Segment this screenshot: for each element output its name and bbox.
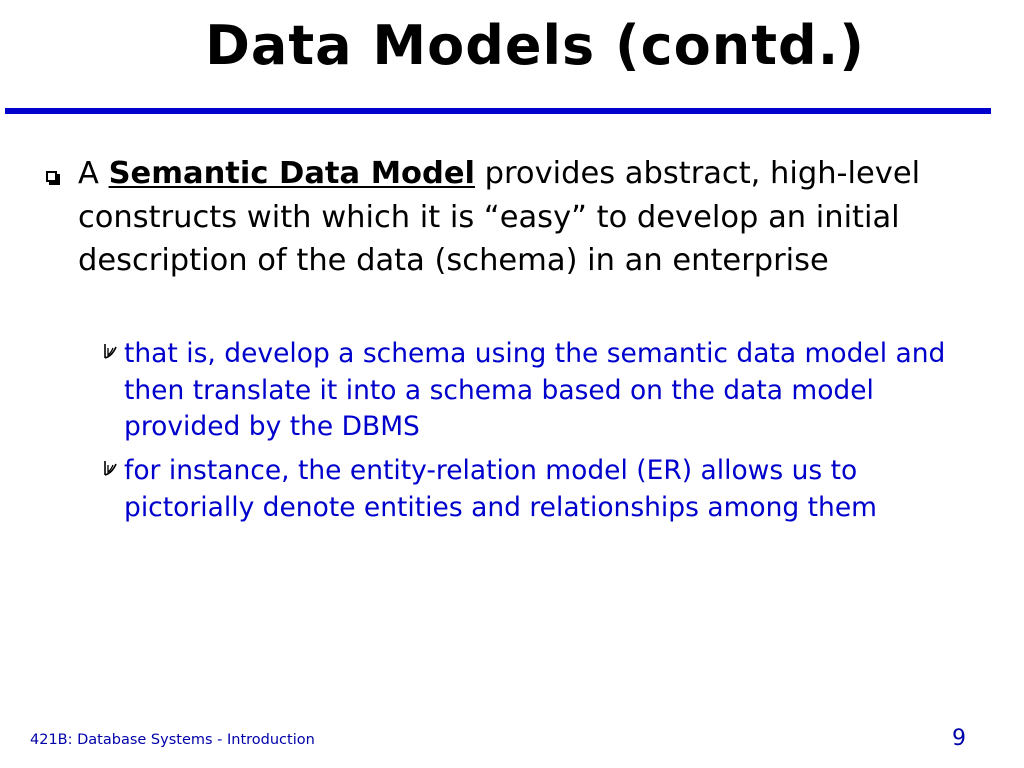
page-number: 9: [952, 726, 966, 751]
square-box-bullet-icon: [46, 171, 57, 182]
main-point: [78, 152, 978, 283]
sub-point-2: for instance, the entity-relation model (ER) allows us to pictorially denote entities and relationships among them: [124, 455, 877, 523]
sub-point-1: that is, develop a schema using the semantic data model and then translate it into a schema based on the data model provided by the DBMS: [124, 338, 946, 442]
slide-title: Data Models (contd.): [205, 14, 865, 77]
footer-course-title: 421B: Database Systems - Introduction: [30, 732, 315, 748]
curved-tick-bullet-icon: [102, 342, 118, 362]
curved-tick-bullet-icon: [102, 459, 118, 479]
semantic-data-model-term: Semantic Data Model: [108, 156, 475, 191]
main-point-lead: A: [78, 156, 109, 191]
title-divider: [5, 108, 991, 114]
main-point-text: provides abstract, high-level constructs with which it is “easy” to develop an initial description of the data (schema) in an enterprise: [78, 156, 921, 278]
